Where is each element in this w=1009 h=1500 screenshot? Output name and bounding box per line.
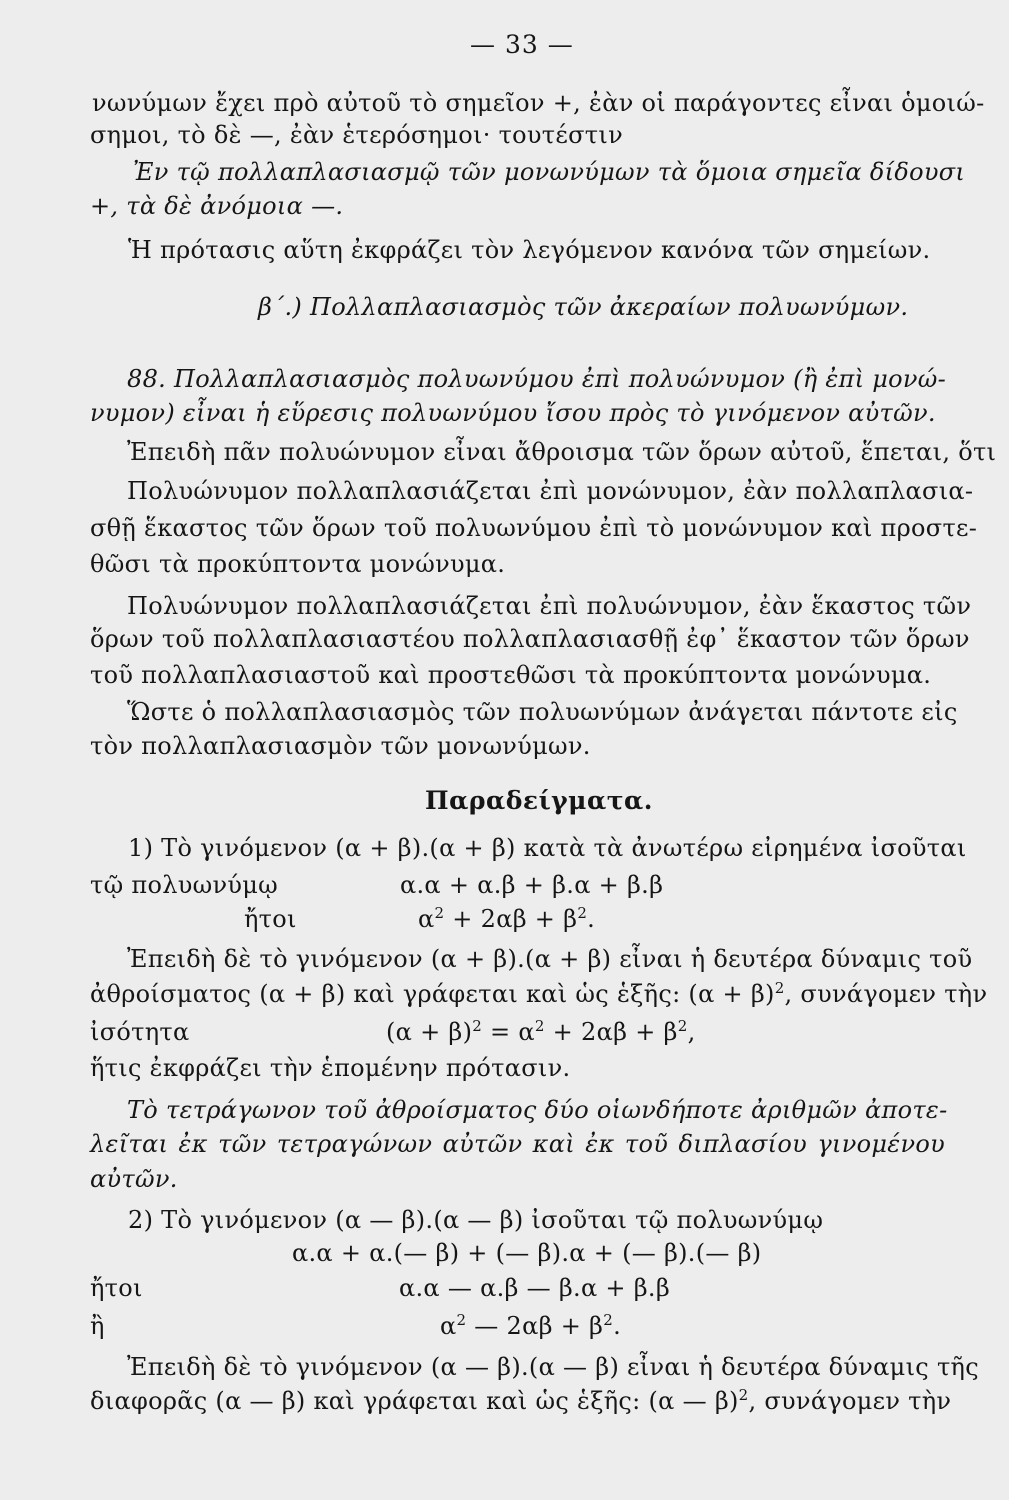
text-line-11: θῶσι τὰ προκύπτοντα μονώνυμα.: [90, 550, 506, 578]
text: ἀθροίσματος (α + β) καὶ γράφεται καὶ ὡς ἑξῆς: (α + β): [90, 980, 775, 1008]
example-1-hetoi: ἤτοι: [244, 905, 297, 933]
exponent: 2: [456, 1311, 467, 1329]
exponent: 2: [534, 1017, 545, 1035]
term: — 2αβ + β: [466, 1312, 604, 1340]
example-2-line-1: 2) Τὸ γινόμενον (α — β).(α — β) ἰσοῦται τῷ πολυωνύμῳ: [128, 1206, 824, 1234]
text-line-13: ὅρων τοῦ πολλαπλασιαστέου πολλαπλασιασθῇ ἐφ᾽ ἕκαστον τῶν ὅρων: [90, 625, 970, 653]
text-line-16: τὸν πολλαπλασιασμὸν τῶν μονωνύμων.: [90, 732, 591, 760]
example-1-result: [418, 904, 595, 934]
example-2-or: ἢ: [90, 1312, 105, 1340]
page-number: — 33 —: [470, 30, 574, 59]
text-line-21: [90, 979, 988, 1009]
text: διαφορᾶς (α — β) καὶ γράφεται καὶ ὡς ἑξῆς: (α — β): [90, 1387, 739, 1415]
text-line-8: Ἐπειδὴ πᾶν πολυώνυμον εἶναι ἄθροισμα τῶν ὅρων αὐτοῦ, ἕπεται, ὅτι: [127, 438, 997, 466]
text: , συνάγομεν τὴν: [784, 980, 988, 1008]
text-line-10: σθῇ ἕκαστος τῶν ὅρων τοῦ πολυωνύμου ἐπὶ τὸ μονώνυμον καὶ προστε-: [90, 514, 978, 542]
exponent: 2: [434, 904, 445, 922]
term: α: [440, 1312, 457, 1340]
term: ,: [687, 1018, 696, 1046]
square-of-sum-identity: [386, 1017, 696, 1047]
example-2-result: [440, 1311, 621, 1341]
exponent: 2: [577, 904, 588, 922]
rule-statement-line-2: +, τὰ δὲ ἀνόμοια —.: [90, 192, 344, 220]
term: + 2αβ + β: [444, 905, 578, 933]
example-1-line-1: 1) Τὸ γινόμενον (α + β).(α + β) κατὰ τὰ ἀνωτέρω εἰρημένα ἰσοῦται: [128, 834, 967, 862]
example-2-simplified: α.α — α.β — β.α + β.β: [399, 1274, 671, 1302]
text-line-20: Ἐπειδὴ δὲ τὸ γινόμενον (α + β).(α + β) εἶναι ἡ δευτέρα δύναμις τοῦ: [127, 945, 973, 973]
text-line-2: σημοι, τὸ δὲ —, ἐὰν ἑτερόσημοι· τουτέστιν: [90, 121, 623, 149]
text-line-31: Ἐπειδὴ δὲ τὸ γινόμενον (α — β).(α — β) εἶναι ἡ δευτέρα δύναμις τῆς: [127, 1353, 979, 1381]
example-2-expansion: α.α + α.(— β) + (— β).α + (— β).(— β): [292, 1239, 762, 1267]
example-1-expansion: α.α + α.β + β.α + β.β: [400, 871, 664, 899]
rule-statement-line-1: Ἐν τῷ πολλαπλασιασμῷ τῶν μονωνύμων τὰ ὅμοια σημεῖα δίδουσι: [133, 158, 966, 186]
theorem-line-2: λεῖται ἐκ τῶν τετραγώνων αὐτῶν καὶ ἐκ τοῦ διπλασίου γινομένου: [90, 1130, 945, 1158]
example-2-hetoi: ἤτοι: [90, 1274, 143, 1302]
theorem-line-1: Τὸ τετράγωνον τοῦ ἀθροίσματος δύο οἱωνδήποτε ἀριθμῶν ἀποτε-: [127, 1096, 948, 1124]
exponent: 2: [603, 1311, 614, 1329]
text-line-9: Πολυώνυμον πολλαπλασιάζεται ἐπὶ μονώνυμον, ἐὰν πολλαπλασια-: [127, 477, 974, 505]
exponent: 2: [472, 1017, 483, 1035]
term: = α: [482, 1018, 535, 1046]
text-line-1: νωνύμων ἔχει πρὸ αὐτοῦ τὸ σημεῖον +, ἐὰν οἱ παράγοντες εἶναι ὁμοιώ-: [92, 89, 985, 117]
text-line-15: Ὥστε ὁ πολλαπλασιασμὸς τῶν πολυωνύμων ἀνάγεται πάντοτε εἰς: [127, 698, 958, 726]
text-line-12: Πολυώνυμον πολλαπλασιάζεται ἐπὶ πολυώνυμον, ἐὰν ἕκαστος τῶν: [127, 592, 972, 620]
text-line-14: τοῦ πολλαπλασιαστοῦ καὶ προστεθῶσι τὰ προκύπτοντα μονώνυμα.: [90, 661, 932, 689]
theorem-line-3: αὐτῶν.: [90, 1165, 178, 1193]
text: , συνάγομεν τὴν: [748, 1387, 952, 1415]
term: .: [613, 1312, 621, 1340]
exponent: 2: [738, 1386, 749, 1404]
exponent: 2: [774, 979, 785, 997]
example-1-label: τῷ πολυωνύμῳ: [90, 871, 279, 899]
examples-heading: Παραδείγματα.: [425, 786, 653, 815]
isotita-label: ἰσότητα: [90, 1018, 190, 1046]
text-line-23: ἥτις ἐκφράζει τὴν ἑπομένην πρότασιν.: [90, 1054, 571, 1082]
term: (α + β): [386, 1018, 473, 1046]
definition-line-1: 88. Πολλαπλασιασμὸς πολυωνύμου ἐπὶ πολυώνυμον (ἢ ἐπὶ μονώ-: [127, 365, 947, 393]
definition-line-2: νυμον) εἶναι ἡ εὕρεσις πολυωνύμου ἴσου πρὸς τὸ γινόμενον αὐτῶν.: [90, 399, 936, 427]
term: .: [587, 905, 596, 933]
section-heading: β΄.) Πολλαπλασιασμὸς τῶν ἀκεραίων πολυωνύμων.: [258, 293, 909, 321]
term: + 2αβ + β: [544, 1018, 678, 1046]
text-line-32: [90, 1386, 951, 1416]
text-line-5: Ἡ πρότασις αὕτη ἐκφράζει τὸν λεγόμενον κανόνα τῶν σημείων.: [128, 236, 931, 264]
term: α: [418, 905, 435, 933]
exponent: 2: [677, 1017, 688, 1035]
